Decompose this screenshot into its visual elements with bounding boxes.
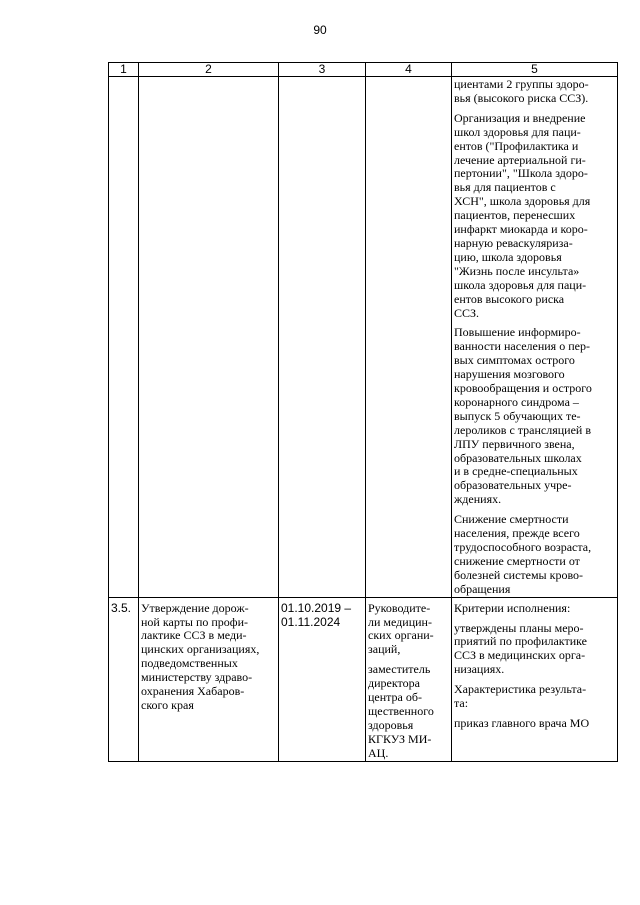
criteria-paragraph: Критерии исполнения:: [454, 600, 571, 615]
activity-text: Утверждение дорож- ной карты по профи- лактике ССЗ в меди- цинских организациях, подведомственных министерству здраво- охранения Хабаров- ского края: [141, 600, 260, 712]
header-col-5: 5: [452, 63, 618, 77]
header-col-4: 4: [366, 63, 452, 77]
header-col-1: 1: [109, 63, 139, 77]
criteria-paragraph: приказ главного врача МО: [454, 715, 590, 730]
results-paragraph: циентами 2 группы здоро- вья (высокого риска ССЗ).: [454, 77, 589, 105]
responsible-paragraph: Руководите- ли медицин- ских органи- заций,: [368, 600, 434, 657]
results-paragraph: Снижение смертности населения, прежде всего трудоспособного возраста, снижение смертности от болезней системы крово- обращения: [454, 512, 592, 596]
cell-empty-2: [139, 77, 279, 598]
criteria-paragraph: Характеристика результа- та:: [454, 682, 587, 711]
cell-results: [452, 77, 618, 598]
table-row-3-5: [109, 597, 618, 761]
cell-empty-3: [279, 77, 366, 598]
responsible-paragraph: заместитель директора центра об- щественного здоровья КГКУЗ МИ- АЦ.: [368, 662, 434, 760]
cell-item-number: 3.5.: [109, 597, 139, 761]
cell-activity: [139, 597, 279, 761]
cell-criteria: [452, 597, 618, 761]
cell-empty-4: [366, 77, 452, 598]
plan-table: [108, 62, 618, 762]
criteria-paragraph: утверждены планы меро- приятий по профилактике ССЗ в медицинских орга- низациях.: [454, 620, 588, 677]
header-col-2: 2: [139, 63, 279, 77]
results-paragraph: Повышение информиро- ванности населения о пер- вых симптомах острого нарушения мозгового кровообращения и острого коронарного синдрома – выпуск 5 обучающих те- лероликов с трансляцией в ЛПУ первичного звена, образовательных школах и в средне-специальных образовательных учре- ждениях.: [454, 325, 592, 507]
page-number: 90: [313, 23, 327, 37]
cell-responsible: [366, 597, 452, 761]
header-row: [109, 63, 618, 77]
results-paragraph: Организация и внедрение школ здоровья для паци- ентов ("Профилактика и лечение артериальной ги- пертонии", "Школа здоро- вья для пациентов с ХСН", школа здоровья для пациентов, перенесших инфаркт миокарда и коро- нарную реваскуляриза- цию, школа здоровья "Жизнь после инсульта» школа здоровья для паци- ентов высокого риска ССЗ.: [454, 110, 591, 320]
cell-dates: [279, 597, 366, 761]
table-row-continuation: [109, 77, 618, 598]
dates-text: 01.10.2019 – 01.11.2024: [281, 600, 352, 629]
header-col-3: 3: [279, 63, 366, 77]
cell-empty-1: [109, 77, 139, 598]
